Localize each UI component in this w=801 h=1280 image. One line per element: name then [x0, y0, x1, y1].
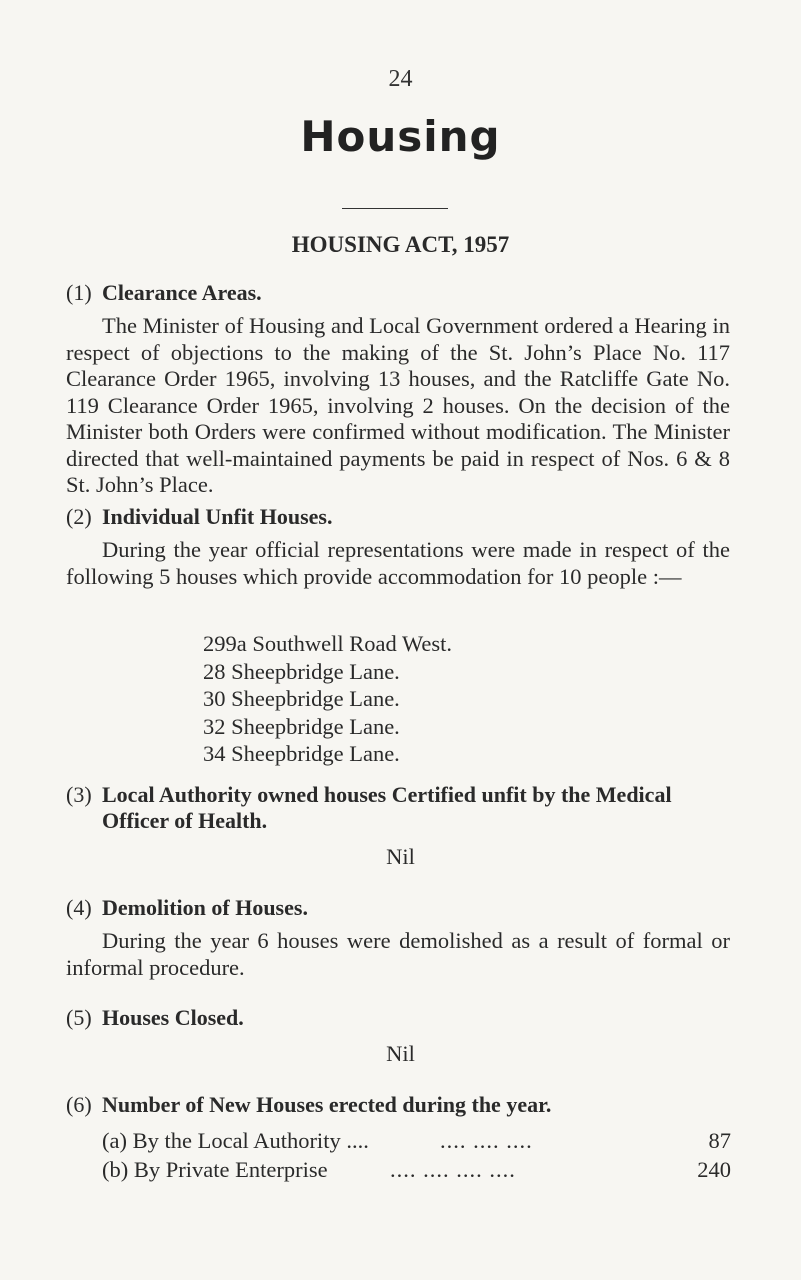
section-1-body: [66, 313, 730, 499]
section-1-text: The Minister of Housing and Local Government ordered a Hearing in respect of objections to the making of the St. John’s Place No. 117 Clearance Order 1965, involving 13 houses, and the Ratcliffe Gate No. 119 Clearance Order 1965, involving 2 houses. On the decision of the Minister both Orders were confirmed without modification. The Minister directed that well-maintained payments be paid in respect of Nos. 6 & 8 St. John’s Place.: [66, 313, 730, 497]
list-item: 34 Sheepbridge Lane.: [203, 741, 400, 766]
section-1-number: (1): [66, 280, 92, 305]
address-list: [203, 630, 452, 768]
section-2-title: Individual Unfit Houses.: [102, 504, 333, 529]
section-1-heading: [66, 278, 262, 308]
list-item: 32 Sheepbridge Lane.: [203, 713, 400, 739]
row-dots: .... .... .... ....: [390, 1157, 516, 1182]
list-item: 30 Sheepbridge Lane.: [203, 686, 400, 711]
row-label: (b) By Private Enterprise: [102, 1157, 328, 1182]
section-6-title: Number of New Houses erected during the year.: [102, 1092, 552, 1117]
section-3-heading-cont: Officer of Health.: [102, 808, 268, 833]
section-2-body: [66, 537, 730, 590]
section-4-body: [66, 928, 730, 981]
section-4-text: During the year 6 houses were demolished as a result of formal or informal procedure.: [66, 928, 730, 980]
list-item: 299a Southwell Road West.: [203, 631, 453, 656]
section-2-text: During the year official representations were made in respect of the following 5 houses which provide accommodation for 10 people :—: [66, 537, 730, 589]
section-4-heading: [66, 893, 308, 923]
act-heading: HOUSING ACT, 1957: [291, 232, 510, 257]
section-1-title: Clearance Areas.: [102, 280, 262, 305]
row-value: 240: [697, 1157, 731, 1182]
section-5-title: Houses Closed.: [102, 1005, 244, 1030]
page-title: Housing: [300, 112, 501, 161]
section-2-number: (2): [66, 504, 92, 529]
section-5-number: (5): [66, 1005, 92, 1030]
section-3-title: Local Authority owned houses Certified unfit by the Medical: [102, 782, 672, 807]
section-5-value: Nil: [386, 1041, 415, 1066]
section-5-heading: [66, 1003, 244, 1033]
row-value: 87: [708, 1128, 731, 1153]
page-number: 24: [388, 66, 413, 92]
title-rule: [342, 208, 448, 209]
row-dots: .... .... ....: [440, 1128, 533, 1153]
section-4-title: Demolition of Houses.: [102, 895, 308, 920]
section-6-number: (6): [66, 1092, 92, 1117]
list-item: 28 Sheepbridge Lane.: [203, 658, 400, 684]
section-3-value: Nil: [386, 844, 415, 869]
section-2-heading: [66, 502, 332, 532]
row-label: (a) By the Local Authority ....: [102, 1128, 369, 1153]
section-4-number: (4): [66, 895, 92, 920]
section-3-number: (3): [66, 782, 92, 807]
section-6-heading: [66, 1090, 551, 1120]
